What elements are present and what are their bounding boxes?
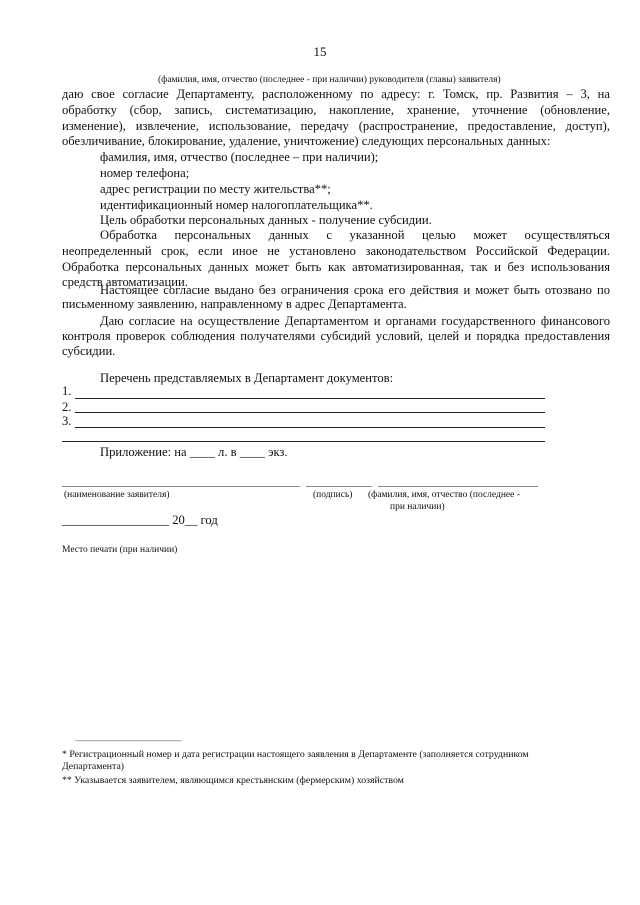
consent-line: даю свое согласие Департаменту, расположенному по адресу: г. Томск, пр. Развития – 3, на [62,87,610,101]
document-line [75,412,545,413]
processing-line: Обработка персональных данных может быть как автоматизированная, так и без использования [62,260,610,274]
documents-heading: Перечень представляемых в Департамент документов: [100,371,394,385]
document-number: 2. [62,400,72,414]
applicant-line [62,486,300,487]
document-line [75,427,545,428]
processing-line: неопределенный срок, если иное не установлено законодательством Российской Федерации. [62,244,610,258]
footnote-2: ** Указывается заявителем, являющимся крестьянским (фермерским) хозяйством [62,775,404,786]
footnote-1: * Регистрационный номер и дата регистрации настоящего заявления в Департаменте (заполняется сотрудником [62,749,529,760]
footnote-1-cont: Департамента) [62,761,125,772]
name-label: (фамилия, имя, отчество (последнее - [368,490,520,500]
head-caption: (фамилия, имя, отчество (последнее - при наличии) руководителя (главы) заявителя) [158,75,501,85]
applicant-label: (наименование заявителя) [64,490,170,500]
data-item: идентификационный номер налогоплательщика**. [100,198,373,212]
document-line [75,398,545,399]
purpose-line: Цель обработки персональных данных - получение субсидии. [100,213,432,227]
document-line [62,441,545,442]
processing-line: Обработка персональных данных с указанной целью может осуществляться [100,228,610,242]
footnote-separator: ---------------------------------------- [75,735,182,746]
consent-line: обезличивание, блокирование, удаление, уничтожение) следующих персональных данных: [62,134,551,148]
signature-line [306,486,372,487]
data-item: адрес регистрации по месту жительства**; [100,182,331,196]
stamp-place: Место печати (при наличии) [62,545,178,555]
attachment-line: Приложение: на ____ л. в ____ экз. [100,445,288,459]
control-line: контроля проверок соблюдения получателями субсидий условий, целей и порядка предоставления [62,329,610,343]
data-item: номер телефона; [100,166,190,180]
document-number: 1. [62,384,72,398]
name-line [378,486,538,487]
document-number: 3. [62,414,72,428]
consent-line: обработку (сбор, запись, систематизацию, накопление, хранение, уточнение (обновление, [62,103,610,117]
consent-line: изменение), извлечение, использование, передачу (распространение, предоставление, доступ), [62,119,610,133]
page-number: 15 [313,44,327,59]
revocation-line: письменному заявлению, направленному в адрес Департамента. [62,297,407,311]
name-label: при наличии) [390,502,445,512]
data-item: фамилия, имя, отчество (последнее – при наличии); [100,150,379,164]
control-line: субсидии. [62,344,116,358]
control-line: Даю согласие на осуществление Департаментом и органами государственного финансового [100,314,610,328]
processing-line: средств автоматизации. [62,275,188,289]
revocation-line: Настоящее согласие выдано без ограничения срока его действия и может быть отозвано по [100,283,610,297]
date-line: _________________ 20__ год [62,513,218,527]
signature-label: (подпись) [313,490,353,500]
